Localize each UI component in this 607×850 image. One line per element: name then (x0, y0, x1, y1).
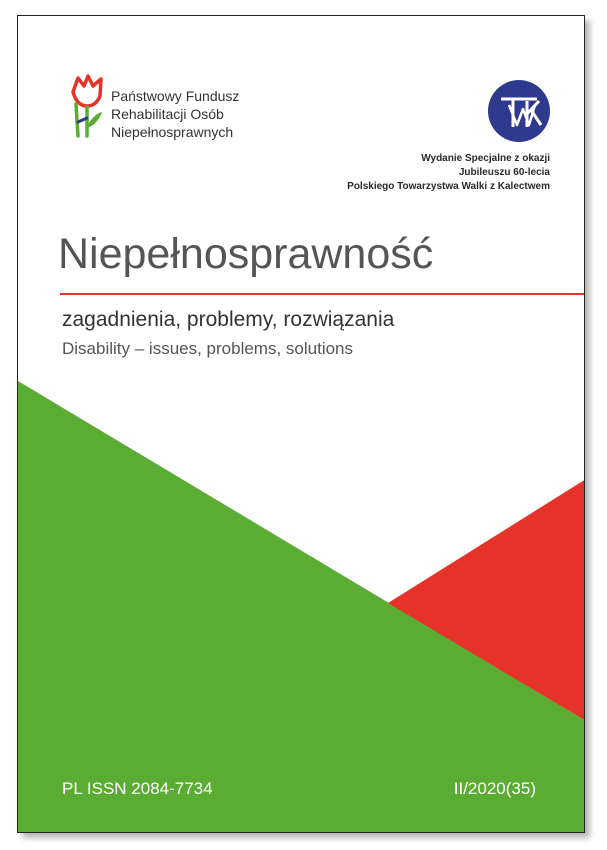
tulip-logo-icon (68, 74, 108, 140)
special-edition-note (347, 152, 550, 194)
publisher-name (111, 87, 239, 141)
publisher-name-line: Państwowy Fundusz (111, 88, 240, 104)
issue-number: II/2020(35) (453, 779, 536, 798)
issn-number: PL ISSN 2084-7734 (62, 779, 213, 798)
journal-title: Niepełnosprawność (58, 230, 434, 278)
subtitle-polish: zagadnienia, problemy, rozwiązania (62, 308, 395, 331)
special-edition-line: Wydanie Specjalne z okazji (421, 153, 550, 164)
publisher-name-line: Niepełnosprawnych (111, 124, 234, 140)
ptwk-logo-icon (487, 79, 551, 143)
title-divider (60, 293, 585, 295)
journal-cover (17, 15, 585, 833)
publisher-name-line: Rehabilitacji Osób (111, 106, 224, 122)
subtitle-english: Disability – issues, problems, solutions (62, 339, 354, 358)
special-edition-line: Jubileuszu 60-lecia (458, 167, 550, 178)
special-edition-line: Polskiego Towarzystwa Walki z Kalectwem (347, 181, 550, 192)
